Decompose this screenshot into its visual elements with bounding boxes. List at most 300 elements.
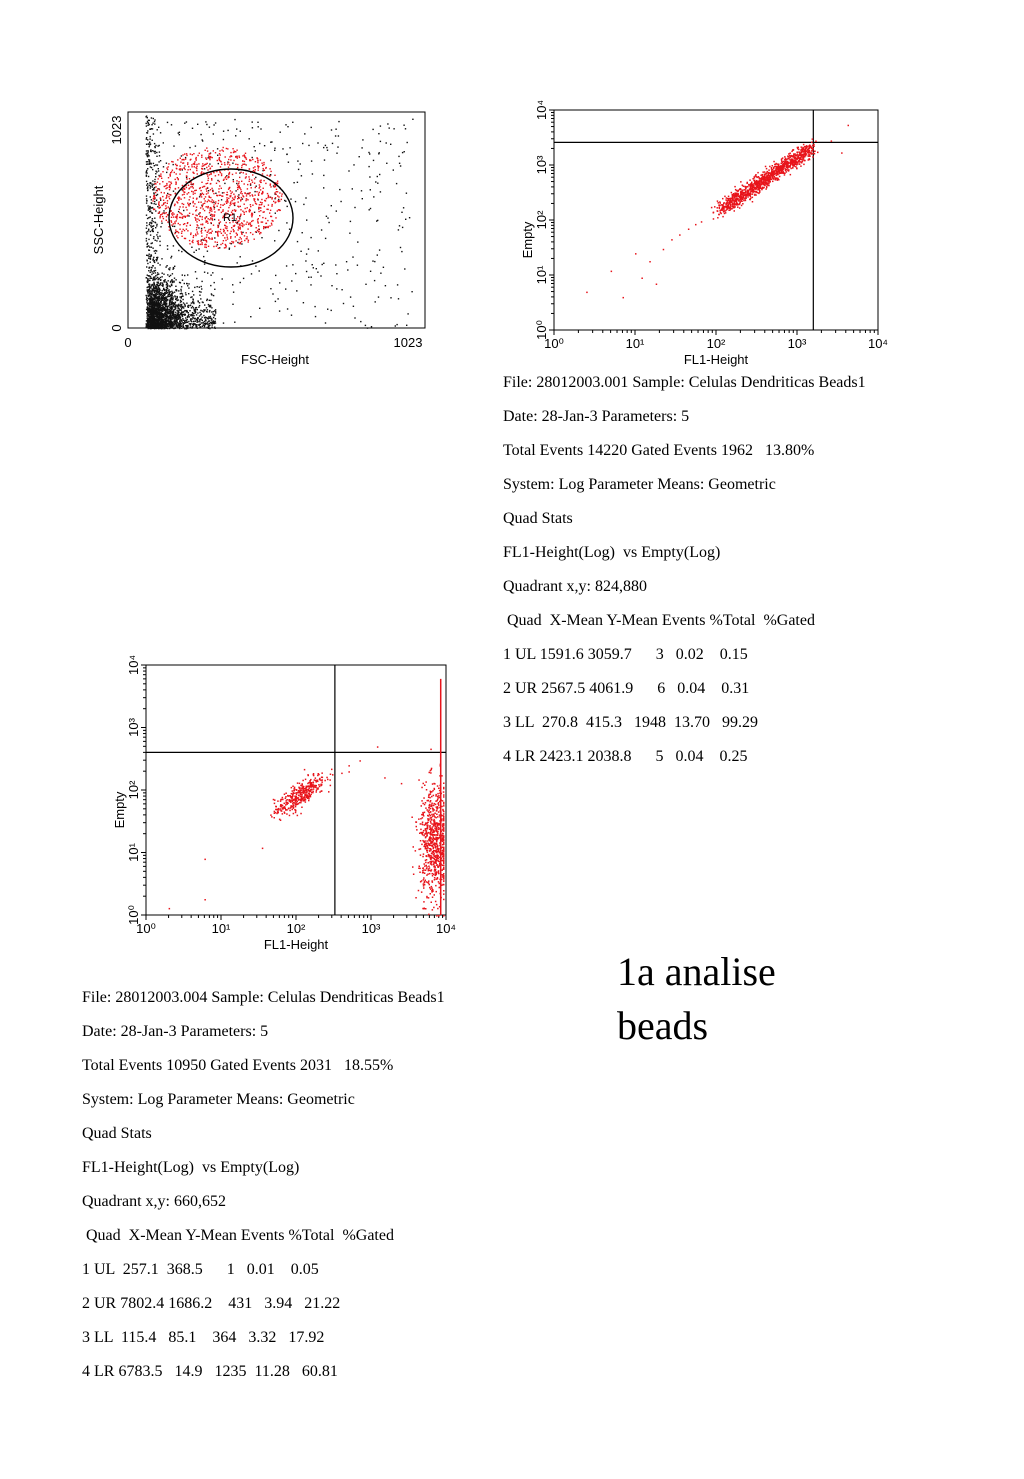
event-point: [181, 236, 182, 237]
event-point: [758, 189, 760, 191]
event-point: [167, 203, 168, 204]
event-point: [176, 165, 177, 166]
event-point: [215, 152, 216, 153]
event-point: [786, 171, 788, 173]
event-point: [208, 196, 209, 197]
event-point: [247, 228, 248, 229]
event-point: [261, 193, 262, 194]
event-point: [191, 327, 192, 328]
event-point: [252, 220, 253, 221]
event-point: [180, 217, 181, 218]
event-point: [149, 289, 150, 290]
event-point: [207, 272, 208, 273]
event-point: [147, 304, 148, 305]
event-point: [403, 125, 404, 126]
event-point: [212, 191, 213, 192]
event-point: [277, 191, 278, 192]
event-point: [269, 225, 270, 226]
event-point: [243, 220, 244, 221]
fl1-empty-scatter-plot-001: [510, 92, 900, 367]
event-point: [215, 201, 216, 202]
event-point: [375, 181, 376, 182]
event-point: [201, 236, 202, 237]
event-point: [182, 218, 183, 219]
event-point: [200, 291, 201, 292]
event-point: [151, 305, 152, 306]
y-tick-label: 10⁰: [534, 320, 549, 340]
event-point: [147, 275, 148, 276]
event-point: [395, 325, 396, 326]
event-point: [159, 245, 160, 246]
event-point: [185, 207, 186, 208]
event-point: [379, 249, 380, 250]
x-tick-label: 10³: [787, 336, 807, 351]
event-point: [148, 320, 149, 321]
event-point: [151, 328, 152, 329]
event-point: [166, 291, 167, 292]
event-point: [219, 181, 220, 182]
event-point: [291, 315, 292, 316]
event-point: [758, 176, 760, 178]
event-point: [196, 198, 197, 199]
event-point: [232, 304, 233, 305]
event-point: [757, 172, 759, 174]
event-point: [160, 280, 161, 281]
event-point: [149, 267, 150, 268]
event-point: [278, 209, 279, 210]
event-point: [203, 315, 204, 316]
event-point: [308, 145, 309, 146]
event-point: [157, 164, 158, 165]
event-point: [766, 187, 768, 189]
event-point: [158, 302, 159, 303]
event-point: [255, 187, 256, 188]
event-point: [331, 310, 332, 311]
event-point: [156, 250, 157, 251]
event-point: [175, 328, 176, 329]
event-point: [238, 229, 239, 230]
event-point: [196, 190, 197, 191]
event-point: [282, 148, 283, 149]
event-point: [190, 297, 191, 298]
event-point: [175, 306, 176, 307]
event-point: [236, 180, 237, 181]
event-point: [208, 218, 209, 219]
event-point: [157, 326, 158, 327]
event-point: [268, 204, 269, 205]
event-point: [260, 189, 261, 190]
event-point: [811, 142, 813, 144]
event-point: [187, 203, 188, 204]
event-point: [162, 282, 163, 283]
event-point: [250, 206, 251, 207]
event-point: [279, 282, 280, 283]
event-point: [232, 148, 233, 149]
event-point: [258, 126, 259, 127]
event-point: [180, 199, 181, 200]
event-point: [156, 152, 157, 153]
event-point: [159, 217, 160, 218]
event-point: [172, 226, 173, 227]
event-point: [268, 196, 269, 197]
event-point: [168, 177, 169, 178]
event-point: [250, 159, 251, 160]
event-point: [182, 216, 183, 217]
event-point: [252, 260, 253, 261]
event-point: [797, 162, 799, 164]
event-point: [155, 305, 156, 306]
event-point: [150, 222, 151, 223]
event-point: [762, 171, 764, 173]
event-point: [171, 222, 172, 223]
event-point: [812, 138, 814, 140]
event-point: [736, 201, 738, 203]
event-point: [170, 275, 171, 276]
event-point: [173, 245, 174, 246]
event-point: [229, 243, 230, 244]
event-point: [317, 142, 318, 143]
event-point: [170, 220, 171, 221]
event-point: [245, 200, 246, 201]
event-point: [199, 196, 200, 197]
event-point: [228, 167, 229, 168]
event-point: [199, 188, 200, 189]
event-point: [207, 206, 208, 207]
event-point: [146, 240, 147, 241]
event-point: [271, 216, 272, 217]
event-point: [292, 264, 293, 265]
event-point: [187, 164, 188, 165]
event-point: [196, 229, 197, 230]
event-point: [207, 169, 208, 170]
event-point: [380, 273, 381, 274]
event-point: [207, 223, 208, 224]
event-point: [152, 265, 153, 266]
event-point: [258, 211, 259, 212]
event-point: [155, 145, 156, 146]
event-point: [166, 196, 167, 197]
event-point: [182, 307, 183, 308]
event-point: [168, 196, 169, 197]
event-point: [243, 172, 244, 173]
event-point: [148, 284, 149, 285]
event-point: [258, 207, 259, 208]
event-point: [204, 168, 205, 169]
event-point: [732, 197, 734, 199]
event-point: [227, 237, 228, 238]
event-point: [171, 284, 172, 285]
event-point: [202, 168, 203, 169]
event-point: [192, 154, 193, 155]
event-point: [375, 301, 376, 302]
event-point: [171, 303, 172, 304]
event-point: [153, 277, 154, 278]
event-point: [277, 181, 278, 182]
event-point: [790, 168, 792, 170]
event-point: [225, 247, 226, 248]
event-point: [229, 187, 230, 188]
event-point: [208, 178, 209, 179]
event-point: [161, 178, 162, 179]
event-point: [190, 153, 191, 154]
event-point: [197, 241, 198, 242]
event-point: [266, 227, 267, 228]
event-point: [332, 143, 333, 144]
event-point: [158, 203, 159, 204]
event-point: [198, 307, 199, 308]
event-point: [208, 157, 209, 158]
event-point: [223, 131, 224, 132]
event-point: [185, 158, 186, 159]
event-point: [177, 159, 178, 160]
event-point: [187, 311, 188, 312]
event-point: [182, 280, 183, 281]
event-point: [181, 251, 182, 252]
event-point: [196, 250, 197, 251]
event-point: [213, 200, 214, 201]
event-point: [167, 249, 168, 250]
event-point: [193, 191, 194, 192]
event-point: [178, 310, 179, 311]
event-point: [407, 313, 408, 314]
event-point: [213, 295, 214, 296]
event-point: [151, 271, 152, 272]
event-point: [745, 200, 747, 202]
event-point: [171, 161, 172, 162]
event-point: [207, 201, 208, 202]
event-point: [792, 167, 794, 169]
event-point: [151, 128, 152, 129]
event-point: [159, 305, 160, 306]
event-point: [181, 314, 182, 315]
event-point: [240, 131, 241, 132]
event-point: [200, 310, 201, 311]
event-point: [256, 157, 257, 158]
event-point: [186, 303, 187, 304]
event-point: [209, 311, 210, 312]
event-point: [147, 315, 148, 316]
event-point: [753, 180, 755, 182]
event-point: [292, 122, 293, 123]
event-point: [257, 219, 258, 220]
event-point: [193, 183, 194, 184]
event-point: [249, 195, 250, 196]
event-point: [147, 286, 148, 287]
event-point: [149, 275, 150, 276]
event-point: [217, 195, 218, 196]
event-point: [203, 203, 204, 204]
event-point: [226, 226, 227, 227]
event-point: [237, 242, 238, 243]
event-point: [262, 173, 263, 174]
event-point: [239, 157, 240, 158]
event-point: [193, 307, 194, 308]
event-point: [149, 299, 150, 300]
event-point: [159, 189, 160, 190]
event-point: [258, 170, 259, 171]
event-point: [335, 135, 336, 136]
event-point: [186, 121, 187, 122]
event-point: [262, 191, 263, 192]
event-point: [194, 309, 195, 310]
event-point: [168, 194, 169, 195]
event-point: [188, 188, 189, 189]
event-point: [163, 321, 164, 322]
event-point: [793, 154, 795, 156]
event-point: [361, 147, 362, 148]
event-point: [149, 138, 150, 139]
event-point: [218, 188, 219, 189]
event-point: [166, 314, 167, 315]
event-point: [755, 176, 757, 178]
event-point: [172, 214, 173, 215]
event-point: [182, 316, 183, 317]
event-point: [209, 232, 210, 233]
event-point: [286, 154, 287, 155]
event-point: [175, 308, 176, 309]
event-point: [218, 203, 219, 204]
event-point: [266, 167, 267, 168]
event-point: [146, 324, 147, 325]
event-point: [184, 275, 185, 276]
event-point: [197, 300, 198, 301]
event-point: [398, 298, 399, 299]
event-point: [244, 235, 245, 236]
event-point: [211, 319, 212, 320]
event-point: [156, 171, 157, 172]
event-point: [253, 167, 254, 168]
event-point: [222, 192, 223, 193]
event-point: [188, 166, 189, 167]
event-point: [159, 293, 160, 294]
event-point: [298, 169, 299, 170]
event-point: [157, 296, 158, 297]
event-point: [244, 214, 245, 215]
event-point: [238, 186, 239, 187]
event-point: [181, 304, 182, 305]
event-point: [202, 320, 203, 321]
event-point: [153, 320, 154, 321]
event-point: [155, 222, 156, 223]
event-point: [211, 179, 212, 180]
event-point: [786, 162, 788, 164]
event-point: [180, 310, 181, 311]
event-point: [751, 182, 753, 184]
event-point: [215, 203, 216, 204]
event-point: [277, 210, 278, 211]
event-point: [241, 165, 242, 166]
event-point: [172, 306, 173, 307]
event-point: [212, 199, 213, 200]
event-point: [235, 172, 236, 173]
event-point: [152, 299, 153, 300]
event-point: [733, 202, 735, 204]
event-point: [230, 237, 231, 238]
event-point: [734, 210, 736, 212]
event-point: [250, 232, 251, 233]
event-point: [250, 183, 251, 184]
event-point: [153, 258, 154, 259]
event-point: [259, 215, 260, 216]
event-point: [181, 305, 182, 306]
event-point: [368, 152, 369, 153]
event-point: [165, 318, 166, 319]
x-axis-label: FSC-Height: [241, 352, 309, 367]
event-point: [151, 203, 152, 204]
event-point: [162, 216, 163, 217]
event-point: [193, 173, 194, 174]
event-point: [214, 219, 215, 220]
event-point: [326, 216, 327, 217]
event-point: [148, 289, 149, 290]
event-point: [149, 206, 150, 207]
event-point: [146, 202, 147, 203]
event-point: [776, 171, 778, 173]
event-point: [168, 321, 169, 322]
event-point: [147, 189, 148, 190]
event-point: [256, 186, 257, 187]
event-point: [157, 274, 158, 275]
event-point: [221, 212, 222, 213]
event-point: [170, 319, 171, 320]
event-point: [177, 237, 178, 238]
event-point: [237, 184, 238, 185]
event-point: [191, 191, 192, 192]
event-point: [154, 218, 155, 219]
event-point: [200, 207, 201, 208]
event-point: [164, 313, 165, 314]
event-point: [295, 273, 296, 274]
event-point: [168, 294, 169, 295]
event-point: [257, 162, 258, 163]
event-point: [257, 122, 258, 123]
event-point: [779, 171, 781, 173]
event-point: [353, 164, 354, 165]
event-point: [386, 142, 387, 143]
event-point: [154, 179, 155, 180]
event-point: [179, 217, 180, 218]
event-point: [157, 194, 158, 195]
event-point: [222, 196, 223, 197]
event-point: [198, 202, 199, 203]
event-point: [192, 186, 193, 187]
event-point: [788, 170, 790, 172]
event-point: [266, 209, 267, 210]
event-point: [146, 266, 147, 267]
event-point: [156, 234, 157, 235]
event-point: [200, 326, 201, 327]
event-point: [171, 319, 172, 320]
event-point: [149, 144, 150, 145]
event-point: [165, 185, 166, 186]
event-point: [197, 320, 198, 321]
event-point: [146, 171, 147, 172]
event-point: [766, 176, 768, 178]
event-point: [766, 186, 768, 188]
event-point: [260, 232, 261, 233]
event-point: [813, 146, 815, 148]
event-point: [243, 224, 244, 225]
event-point: [224, 183, 225, 184]
event-point: [199, 220, 200, 221]
event-point: [199, 325, 200, 326]
event-point: [146, 161, 147, 162]
event-point: [188, 293, 189, 294]
event-point: [241, 181, 242, 182]
event-point: [186, 155, 187, 156]
event-point: [206, 167, 207, 168]
event-point: [771, 167, 773, 169]
